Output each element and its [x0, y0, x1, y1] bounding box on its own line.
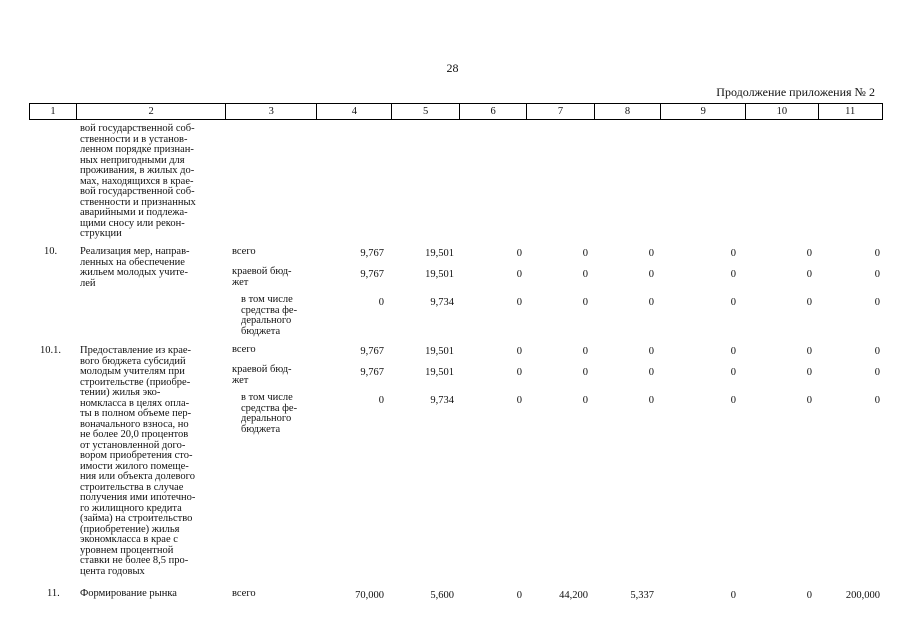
header-col-8: 8 — [595, 104, 661, 119]
row-11-number: 11. — [47, 588, 60, 599]
row-11-source-total: всего — [232, 588, 256, 599]
appendix-caption: Продолжение приложения № 2 — [716, 85, 875, 99]
row-10-source-total: всего — [232, 246, 256, 257]
row-10-1-source-regional: краевой бюд- жет — [232, 364, 292, 386]
header-col-4: 4 — [317, 104, 392, 119]
row-10-source-federal: в том числе средства фе- дерального бюджета — [241, 294, 298, 337]
header-col-10: 10 — [746, 104, 818, 119]
page-number: 28 — [446, 61, 459, 75]
continuation-text: вой государственной соб- ственности и в установ- ленном порядке признан- ных непригодными для проживания, в жилых до- мах, находящихся в крае- вой государственной соб- ственности и признанных аварийными и подлежа- щими сносу или рекон- струкции — [80, 123, 196, 239]
row-10-1-source-federal: в том числе средства фе- дерального бюджета — [241, 392, 298, 435]
table-header — [29, 103, 883, 120]
row-10-source-regional: краевой бюд- жет — [232, 266, 292, 288]
header-col-5: 5 — [392, 104, 459, 119]
row-10-1-source-total: всего — [232, 344, 256, 355]
row-10-number: 10. — [44, 246, 58, 257]
row-11-title: Формирование рынка — [80, 588, 177, 599]
header-col-7: 7 — [527, 104, 594, 119]
header-col-3: 3 — [226, 104, 317, 119]
row-10-title: Реализация мер, направ- ленных на обеспечение жильем молодых учите- лей — [80, 246, 190, 289]
header-col-11: 11 — [845, 106, 856, 117]
header-col-2: 2 — [77, 104, 226, 119]
row-10-1-number: 10.1. — [40, 345, 61, 356]
header-col-6: 6 — [460, 104, 527, 119]
header-col-9: 9 — [661, 104, 746, 119]
row-10-1-title: Предоставление из крае- вого бюджета субсидий молодым учителям при строительстве (приобре- тении) жилья эко- номкласса в целях опла- ты в полном объеме пер- воначального взноса, но не более 20,0 процентов от установленной дого- вором приобретения сто- имости жилого помеще- ния или объекта долевого строительства в случае получения ими ипотечно- го жилищного кредита (займа) на строительство (приобретение) жилья экономкласса в крае с уровнем процентной ставки не более 8,5 про- цента годовых — [80, 345, 196, 577]
header-col-1: 1 — [30, 104, 77, 119]
